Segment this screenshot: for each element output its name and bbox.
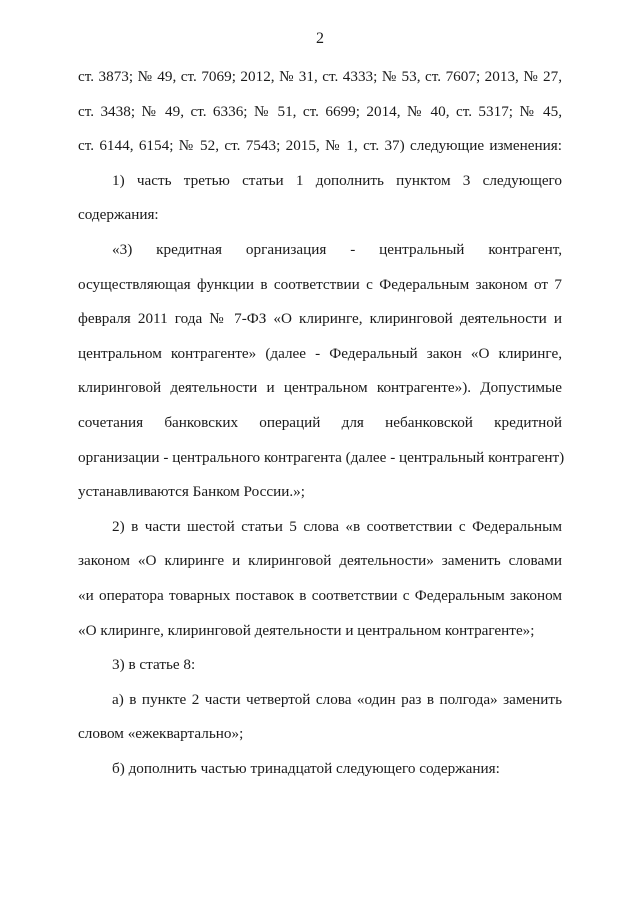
- text-line: ст. 6144, 6154; № 52, ст. 7543; 2015, № 1, ст. 37) следующие изменения:: [78, 137, 562, 155]
- text-line: осуществляющая функции в соответствии с Федеральным законом от 7: [78, 275, 562, 293]
- text-line: организации - центрального контрагента (далее - центральный контрагент): [78, 448, 565, 466]
- text-line: содержания:: [78, 206, 159, 224]
- text-line: клиринговой деятельности и центральном контрагенте»). Допустимые: [78, 379, 562, 397]
- text-line: сочетания банковских операций для небанковской кредитной: [78, 413, 562, 431]
- text-line: «О клиринге, клиринговой деятельности и центральном контрагенте»;: [78, 621, 535, 639]
- text-line: 2) в части шестой статьи 5 слова «в соответствии с Федеральным: [112, 517, 562, 535]
- text-line: 1) часть третью статьи 1 дополнить пунктом 3 следующего: [112, 171, 562, 189]
- text-line: законом «О клиринге и клиринговой деятельности» заменить словами: [78, 552, 562, 570]
- text-line: «и оператора товарных поставок в соответствии с Федеральным законом: [78, 586, 562, 604]
- page-number: 2: [316, 30, 324, 47]
- text-line: устанавливаются Банком России.»;: [78, 483, 305, 501]
- text-line: февраля 2011 года № 7-ФЗ «О клиринге, клиринговой деятельности и: [78, 310, 562, 328]
- text-line: ст. 3873; № 49, ст. 7069; 2012, № 31, ст. 4333; № 53, ст. 7607; 2013, № 27,: [78, 68, 562, 85]
- text-line: словом «ежеквартально»;: [78, 725, 244, 743]
- text-line: центральном контрагенте» (далее - Федеральный закон «О клиринге,: [78, 344, 562, 362]
- text-line: ст. 3438; № 49, ст. 6336; № 51, ст. 6699; 2014, № 40, ст. 5317; № 45,: [78, 102, 562, 120]
- text-line: а) в пункте 2 части четвертой слова «один раз в полгода» заменить: [112, 690, 562, 708]
- text-line: 3) в статье 8:: [112, 656, 196, 674]
- text-line: «3) кредитная организация - центральный контрагент,: [112, 240, 562, 258]
- document-body: [78, 60, 565, 786]
- text-line: б) дополнить частью тринадцатой следующего содержания:: [112, 759, 500, 777]
